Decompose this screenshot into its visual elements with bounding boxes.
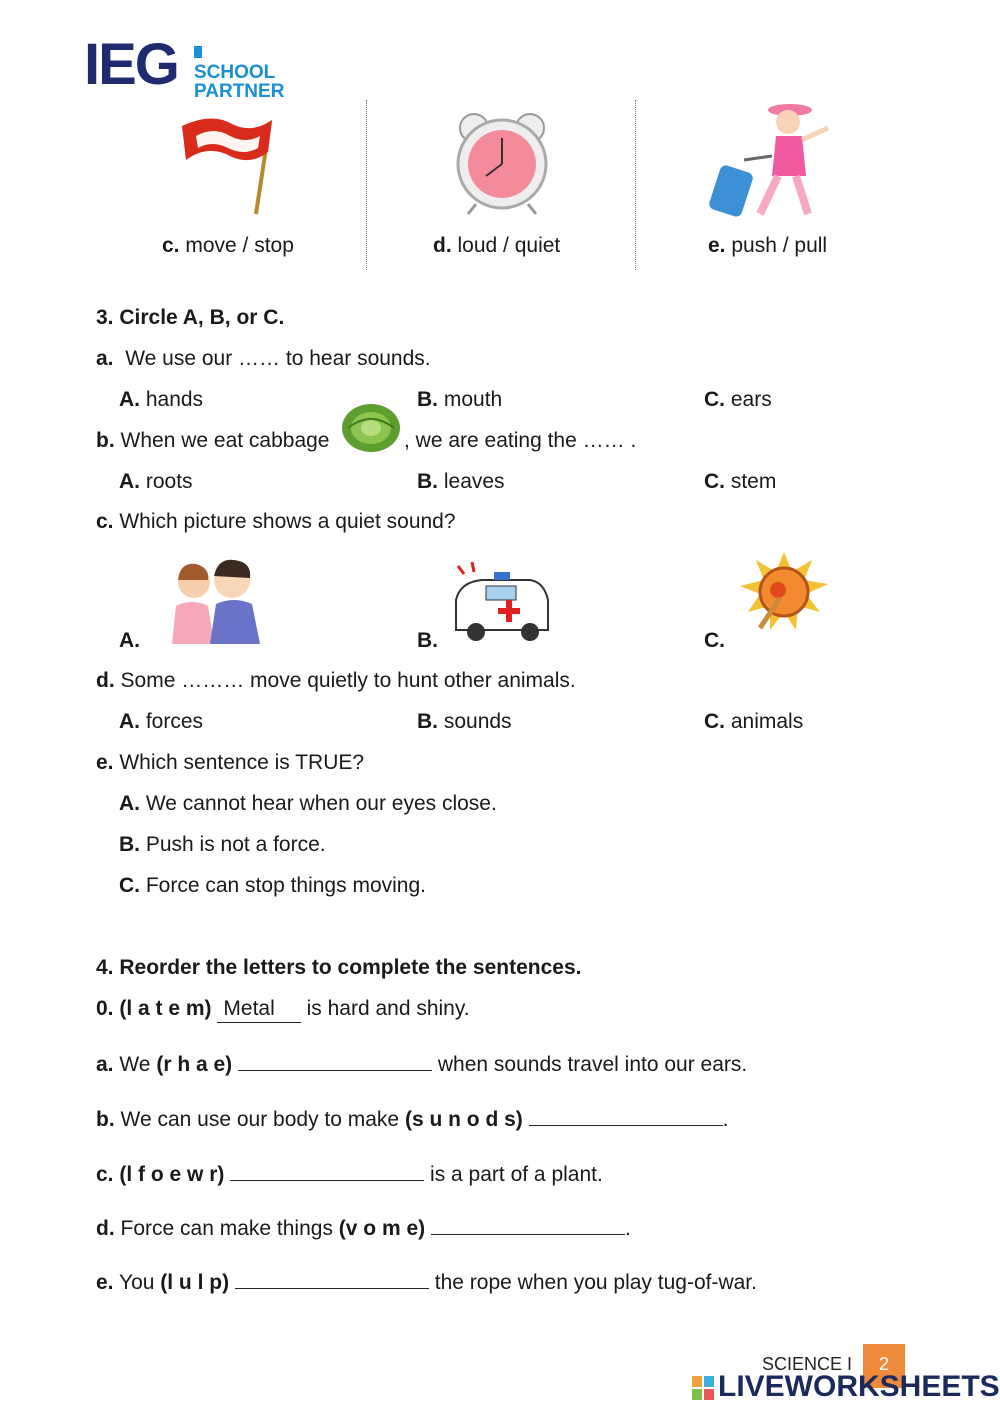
reorder-item-b: b. We can use our body to make (s u n o d s) . bbox=[96, 1105, 728, 1133]
option-a-A[interactable]: A. hands bbox=[119, 388, 204, 411]
reorder-item-a: a. We (r h a e) when sounds travel into our ears. bbox=[96, 1050, 747, 1078]
example-item: 0. (l a t e m) Metal is hard and shiny. bbox=[96, 996, 470, 1023]
option-c-A[interactable]: A. bbox=[119, 629, 140, 652]
reorder-item-d: d. Force can make things (v o m e) . bbox=[96, 1214, 631, 1242]
liveworksheets-brand: LIVEWORKSHEETS bbox=[718, 1370, 1000, 1403]
answer-blank-c[interactable] bbox=[230, 1160, 424, 1181]
alarm-clock-icon bbox=[442, 104, 562, 216]
option-d-B[interactable]: B. sounds bbox=[417, 710, 512, 733]
divider bbox=[366, 100, 367, 270]
caption-d: d. loud / quiet bbox=[433, 234, 561, 257]
option-c-B[interactable]: B. bbox=[417, 629, 438, 652]
question-b-rest: , we are eating the …… . bbox=[404, 429, 637, 452]
question-d: d. Some ……… move quietly to hunt other animals. bbox=[96, 669, 576, 692]
divider bbox=[635, 100, 636, 270]
liveworksheets-logo-icon bbox=[692, 1376, 714, 1400]
kids-whispering-icon bbox=[164, 554, 264, 648]
section4-title: 4. Reorder the letters to complete the sentences. bbox=[96, 956, 582, 979]
ieg-logo: IEG bbox=[84, 32, 178, 97]
reorder-item-e: e. You (l u l p) the rope when you play tug-of-war. bbox=[96, 1268, 757, 1296]
question-e: e. Which sentence is TRUE? bbox=[96, 751, 365, 774]
question-c: c. Which picture shows a quiet sound? bbox=[96, 510, 456, 533]
option-a-B[interactable]: B. mouth bbox=[417, 388, 503, 411]
question-a: a. We use our …… to hear sounds. bbox=[96, 347, 431, 370]
option-b-C[interactable]: C. stem bbox=[704, 470, 777, 493]
reorder-item-c: c. (l f o e w r) is a part of a plant. bbox=[96, 1160, 603, 1188]
option-a-C[interactable]: C. ears bbox=[704, 388, 772, 411]
caption-c: c. move / stop bbox=[162, 234, 294, 257]
girl-suitcase-icon bbox=[706, 100, 834, 222]
option-b-B[interactable]: B. leaves bbox=[417, 470, 505, 493]
ambulance-icon bbox=[452, 560, 562, 644]
option-e-B[interactable]: B. Push is not a force. bbox=[119, 833, 326, 856]
flag-icon bbox=[172, 108, 287, 220]
option-d-C[interactable]: C. animals bbox=[704, 710, 804, 733]
answer-blank-e[interactable] bbox=[235, 1268, 429, 1289]
footer-subject: SCIENCE I bbox=[761, 1354, 852, 1374]
section3-title: 3. Circle A, B, or C. bbox=[96, 306, 285, 329]
example-answer: Metal bbox=[217, 996, 300, 1023]
question-b: b. When we eat cabbage bbox=[96, 429, 330, 452]
option-b-A[interactable]: A. roots bbox=[119, 470, 193, 493]
option-e-C[interactable]: C. Force can stop things moving. bbox=[119, 874, 426, 897]
page-number: 2 bbox=[863, 1344, 905, 1388]
answer-blank-b[interactable] bbox=[529, 1105, 723, 1126]
caption-e: e. push / pull bbox=[708, 234, 828, 257]
drum-icon bbox=[736, 550, 832, 634]
school-partner-logo: SCHOOL PARTNER bbox=[194, 44, 284, 101]
logo-mark-icon bbox=[194, 46, 202, 58]
option-d-A[interactable]: A. forces bbox=[119, 710, 204, 733]
cabbage-icon bbox=[340, 400, 402, 454]
option-c-C[interactable]: C. bbox=[704, 629, 725, 652]
answer-blank-a[interactable] bbox=[238, 1050, 432, 1071]
answer-blank-d[interactable] bbox=[431, 1214, 625, 1235]
option-e-A[interactable]: A. We cannot hear when our eyes close. bbox=[119, 792, 497, 815]
